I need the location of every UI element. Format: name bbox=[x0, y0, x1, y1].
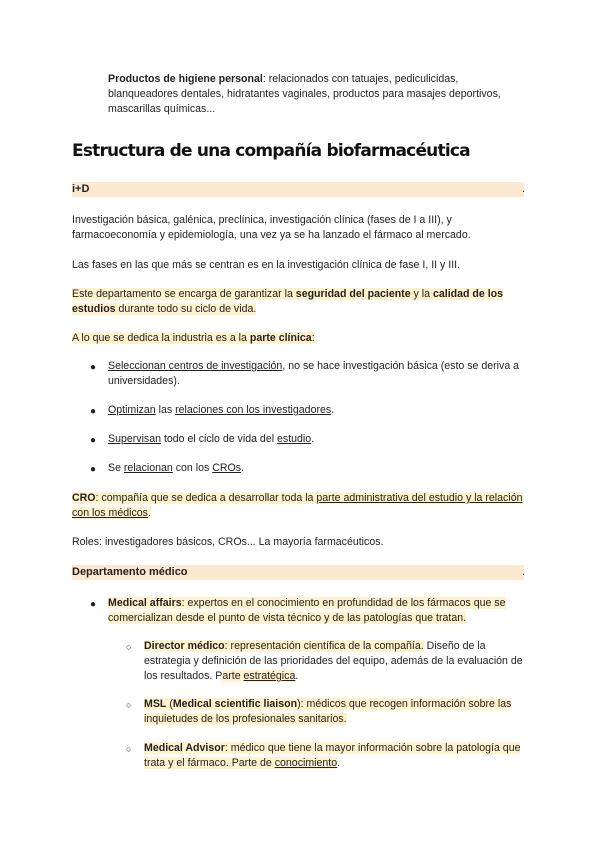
list-item: Se relacionan con los CROs. bbox=[108, 462, 245, 474]
medical-advisor-item: Medical Advisor: médico que tiene la mayor información sobre la patología que trata y el fármaco. Parte de conocimiento. bbox=[144, 742, 521, 769]
bullet-dot-icon: ● bbox=[90, 599, 97, 610]
bullet-dot-icon: ● bbox=[90, 362, 97, 373]
list-item: Supervisan todo el ciclo de vida del estudio. bbox=[108, 433, 315, 445]
page-title: Estructura de una compañía biofarmacéutica bbox=[72, 141, 470, 161]
bullet-dot-icon: ● bbox=[90, 406, 97, 417]
id-paragraph-3: Este departamento se encarga de garantizar la seguridad del paciente y la calidad de los estudios durante todo su ciclo de vida. bbox=[72, 288, 504, 315]
msl-item: MSL (Medical scientific liaison): médicos que recogen información sobre las inquietudes de los profesionales sanitarios. bbox=[144, 698, 512, 725]
medical-affairs-item: Medical affairs: expertos en el conocimiento en profundidad de los fármacos que se comercializan desde el punto de vista técnico y de las patologías que tratan. bbox=[108, 597, 506, 624]
section-heading-id bbox=[72, 182, 524, 197]
section-heading-medical bbox=[72, 565, 524, 580]
circle-bullet-icon: ○ bbox=[126, 744, 132, 754]
section-heading-id-dot: . bbox=[521, 183, 525, 195]
section-heading-id-label: i+D bbox=[72, 183, 90, 195]
circle-bullet-icon: ○ bbox=[126, 700, 132, 710]
intro-paragraph bbox=[108, 72, 528, 117]
bullet-dot-icon: ● bbox=[90, 435, 97, 446]
list-item: Seleccionan centros de investigación, no se hace investigación básica (esto se deriva a universidades). bbox=[108, 360, 520, 387]
section-heading-medical-label: Departamento médico bbox=[72, 566, 188, 578]
circle-bullet-icon: ○ bbox=[126, 642, 132, 652]
cro-definition: CRO: compañía que se dedica a desarrollar toda la parte administrativa del estudio y la relación con los médicos. bbox=[72, 492, 523, 519]
id-paragraph-1: Investigación básica, galénica, preclínica, investigación clínica (fases de I a III), y farmacoeconomía y epidemiología, una vez ya se ha lanzado el fármaco al mercado. bbox=[72, 214, 471, 241]
section-heading-medical-dot: . bbox=[521, 566, 525, 578]
roles-paragraph: Roles: investigadores básicos, CROs... La mayoría farmacéuticos. bbox=[72, 536, 384, 548]
list-item: Optimizan las relaciones con los investigadores. bbox=[108, 404, 335, 416]
id-paragraph-4: A lo que se dedica la industria es a la parte clínica: bbox=[72, 332, 315, 344]
bullet-dot-icon: ● bbox=[90, 464, 97, 475]
id-paragraph-2: Las fases en las que más se centran es en la investigación clínica de fase I, II y III. bbox=[72, 259, 461, 271]
intro-term: Productos de higiene personal bbox=[108, 73, 263, 85]
director-medico-item: Director médico: representación científica de la compañía. Diseño de la estrategia y definición de las prioridades del equipo, además de la evaluación de los resultados. Parte estratégica. bbox=[144, 640, 523, 682]
intro-text: : relacionados con tatuajes, pediculicidas, blanqueadores dentales, hidratantes vaginales, productos para masajes deportivos, mascarillas químicas... bbox=[108, 73, 501, 115]
